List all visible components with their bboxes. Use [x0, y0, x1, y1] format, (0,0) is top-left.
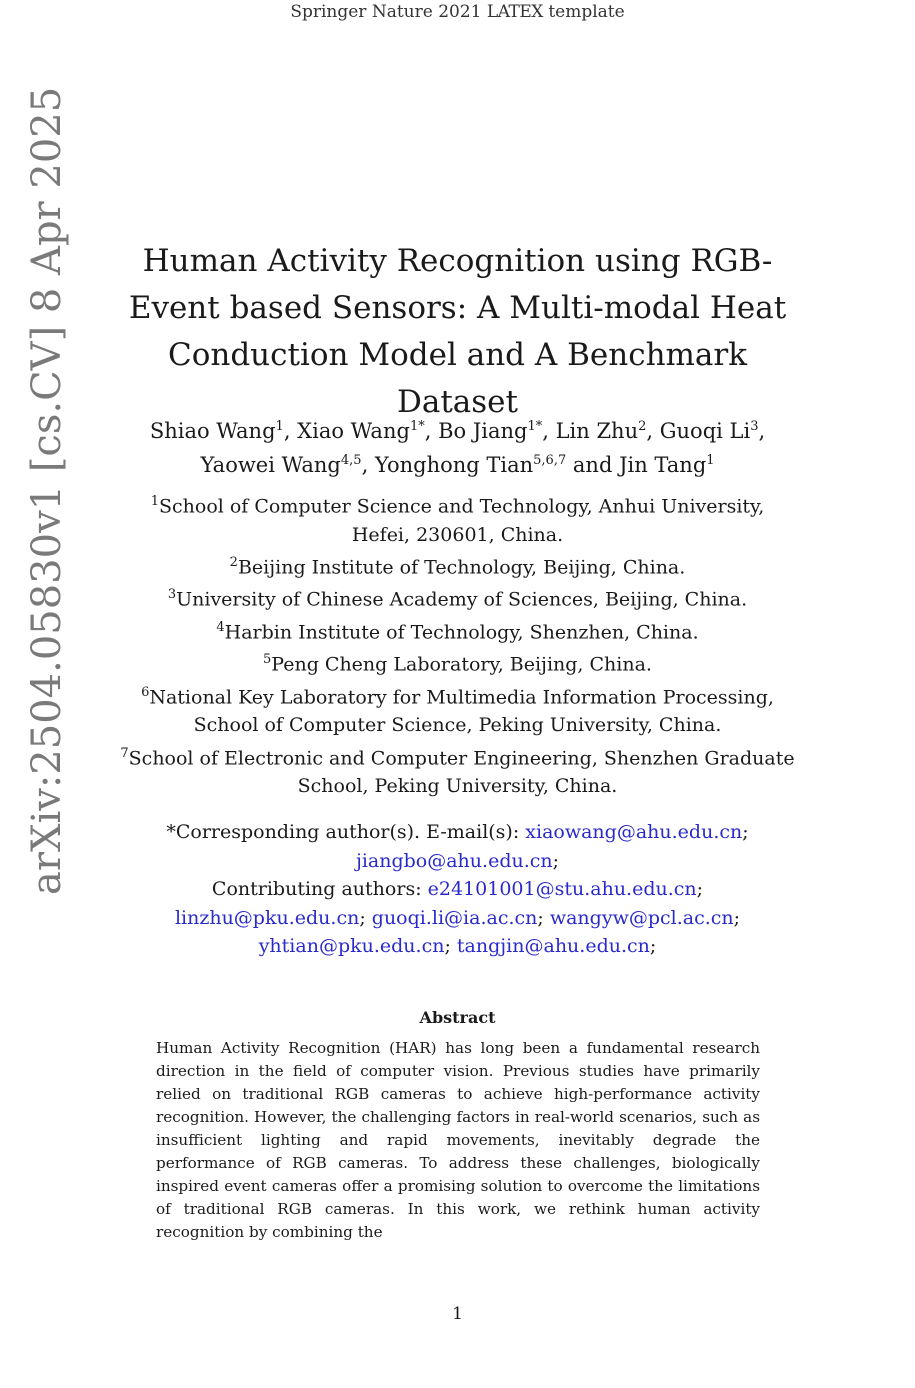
email-link[interactable]: guoqi.li@ia.ac.cn [371, 906, 538, 929]
author-name: Xiao Wang [297, 419, 410, 443]
affiliation-list [120, 488, 795, 800]
author-affiliation-mark: 1 [275, 419, 284, 434]
affiliation: $^4$Harbin Institute of Technology, Shenzhen, China. [216, 619, 699, 644]
author-name: Jin Tang [619, 453, 707, 477]
running-header-suffix: template [548, 2, 625, 22]
author-affiliation-mark: 2 [638, 419, 647, 434]
affiliation: $^2$Beijing Institute of Technology, Beijing, China. [229, 554, 686, 579]
running-header-prefix: Springer Nature 2021 [290, 2, 482, 22]
author-list: Shiao Wang$^1$, Xiao Wang$^{1*}$, Bo Jiang$^{1*}$, Lin Zhu$^2$, Guoqi Li$^3$, Yaowei Wang$^{4,5}$, Yonghong Tian$^{5,6,7}$ and Jin Tang$^1$ [149, 419, 766, 477]
email-link[interactable]: yhtian@pku.edu.cn [258, 935, 445, 957]
affiliation: $^1$School of Computer Science and Technology, Anhui University, Hefei, 230601, China. [150, 494, 765, 546]
running-header [0, 2, 915, 22]
abstract-body: Human Activity Recognition (HAR) has long been a fundamental research direction in the field of computer vision. Previous studies have primarily relied on traditional RGB cameras to achieve high-performance activity recognition. However, the challenging factors in real-world scenarios, such as insufficient lighting and rapid movements, inevitably degrade the performance of RGB cameras. To address these challenges, biologically inspired event cameras offer a promising solution to overcome the limitations of traditional RGB cameras. In this work, we rethink human activity recognition by combining the [156, 1039, 760, 1241]
author-name: Guoqi Li [659, 419, 751, 443]
email-link[interactable]: jiangbo@ahu.edu.cn [355, 849, 553, 872]
email-link[interactable]: tangjin@ahu.edu.cn [456, 935, 650, 957]
author-affiliation-mark: 1* [527, 419, 543, 434]
email-link[interactable]: linzhu@pku.edu.cn [174, 906, 360, 929]
email-link[interactable]: e24101001@stu.ahu.edu.cn [427, 878, 697, 900]
corresponding-label: *Corresponding author(s). E-mail(s): [166, 821, 526, 843]
contact-info: *Corresponding author(s). E-mail(s): xiaowang@ahu.edu.cn; jiangbo@ahu.edu.cn; Contributing authors: e24101001@stu.ahu.edu.cn; linzhu@pku.edu.cn; guoqi.li@ia.ac.cn; wangyw@pcl.ac.cn; yhtian@pku.edu.cn; tangjin@ahu.edu.cn; [166, 821, 749, 957]
affiliation: $^3$University of Chinese Academy of Sciences, Beijing, China. [167, 587, 748, 611]
author-name: Yaowei Wang [200, 453, 341, 477]
author-name: Lin Zhu [555, 419, 639, 443]
author-affiliation-mark: 1* [409, 419, 425, 434]
contributing-label: Contributing authors: [211, 878, 428, 900]
email-link[interactable]: xiaowang@ahu.edu.cn [525, 821, 743, 843]
abstract-heading: Abstract [419, 1008, 496, 1027]
arxiv-identifier-stamp: arXiv:2504.05830v1 [cs.CV] 8 Apr 2025 [24, 86, 70, 895]
author-name: Bo Jiang [438, 419, 528, 443]
author-affiliation-mark: 3 [750, 419, 759, 434]
affiliation: $^7$School of Electronic and Computer Engineering, Shenzhen Graduate School, Peking University, China. [120, 745, 795, 798]
author-name: Shiao Wang [149, 419, 276, 443]
author-affiliation-mark: 1 [706, 453, 715, 468]
latex-word: LATEX [486, 2, 543, 22]
affiliation: $^5$Peng Cheng Laboratory, Beijing, China. [263, 652, 652, 676]
affiliation: $^6$National Key Laboratory for Multimedia Information Processing, School of Computer Science, Peking University, China. [141, 684, 774, 737]
author-affiliation-mark: 4,5 [340, 453, 362, 468]
paper-title: Human Activity Recognition using RGB-Event based Sensors: A Multi-modal Heat Conduction Model and A Benchmark Dataset [128, 243, 787, 420]
page-number: 1 [452, 1304, 463, 1324]
email-link[interactable]: wangyw@pcl.ac.cn [549, 906, 734, 929]
author-affiliation-mark: 5,6,7 [533, 453, 567, 468]
author-name: Yonghong Tian [374, 453, 534, 477]
